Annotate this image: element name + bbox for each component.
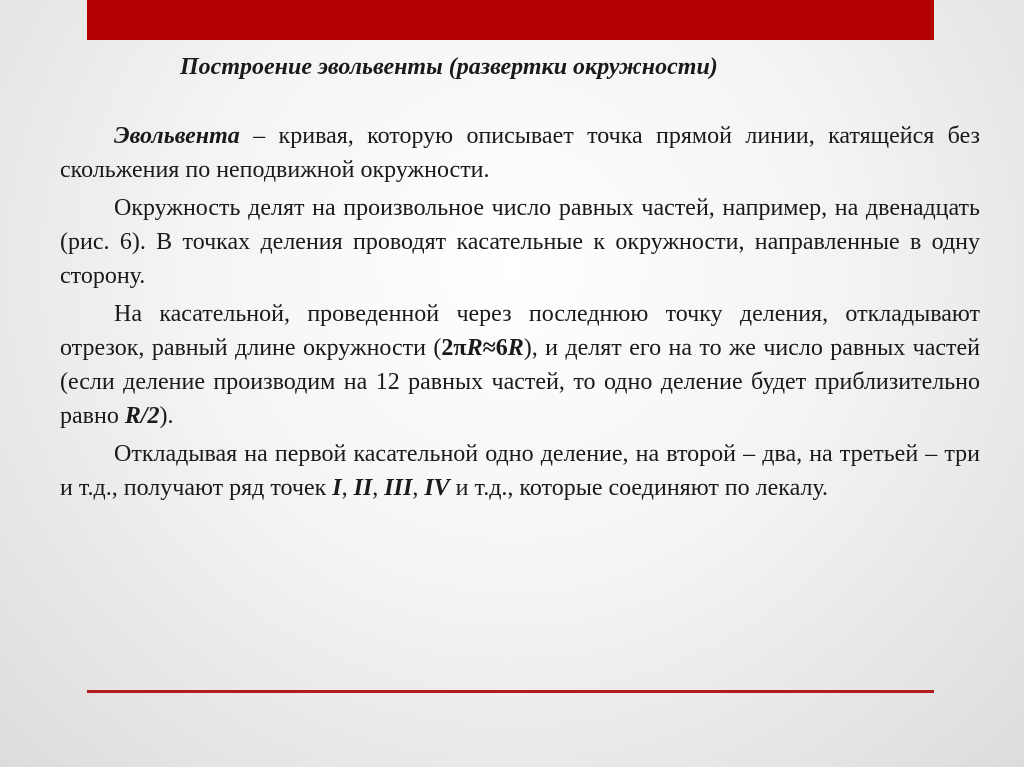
tangent-text-2: ), и делят его на то же число равных частей (если деление производим на 12 равных частей, то одно деление будет приблизительно равно <box>60 335 980 429</box>
point-label-1: I <box>332 475 342 501</box>
points-sep-3: , <box>412 475 425 501</box>
paragraph-division <box>60 191 980 293</box>
point-label-4: IV <box>424 475 450 501</box>
points-text-2: и т.д., которые соединяют по лекалу. <box>449 475 829 501</box>
paragraph-definition <box>60 119 980 187</box>
slide-body <box>60 119 980 505</box>
paragraph-tangent <box>60 297 980 433</box>
tangent-text-1: На касательной, проведенной через последнюю точку деления, откладывают отрезок, равный длине окружности ( <box>60 301 980 361</box>
formula-r2: R <box>507 335 524 361</box>
points-sep-2: , <box>372 475 385 501</box>
point-label-3: III <box>384 475 413 501</box>
point-label-2: II <box>353 475 373 501</box>
formula-approx: ≈6 <box>482 335 508 361</box>
bottom-divider <box>87 690 934 693</box>
formula-half: R/2 <box>124 403 160 429</box>
points-text-1: Откладывая на первой касательной одно деление, на второй – два, на третьей – три и т.д., получают ряд точек <box>60 441 980 501</box>
formula-r1: R <box>466 335 483 361</box>
points-sep-1: , <box>341 475 354 501</box>
tangent-text-3: ). <box>159 403 174 429</box>
division-text: Окружность делят на произвольное число равных частей, например, на двенадцать (рис. 6). В точках деления проводят касательные к окружности, направленные в одну сторону. <box>60 195 980 289</box>
paragraph-points <box>60 437 980 505</box>
definition-text: – кривая, которую описывает точка прямой линии, катящейся без скольжения по неподвижной окружности. <box>60 123 980 183</box>
term-evolvent: Эвольвента <box>114 123 240 149</box>
slide-title: Построение эвольвенты (развертки окружности) <box>180 54 718 80</box>
top-accent-bar <box>87 0 934 40</box>
formula-2pi: 2π <box>441 335 467 361</box>
